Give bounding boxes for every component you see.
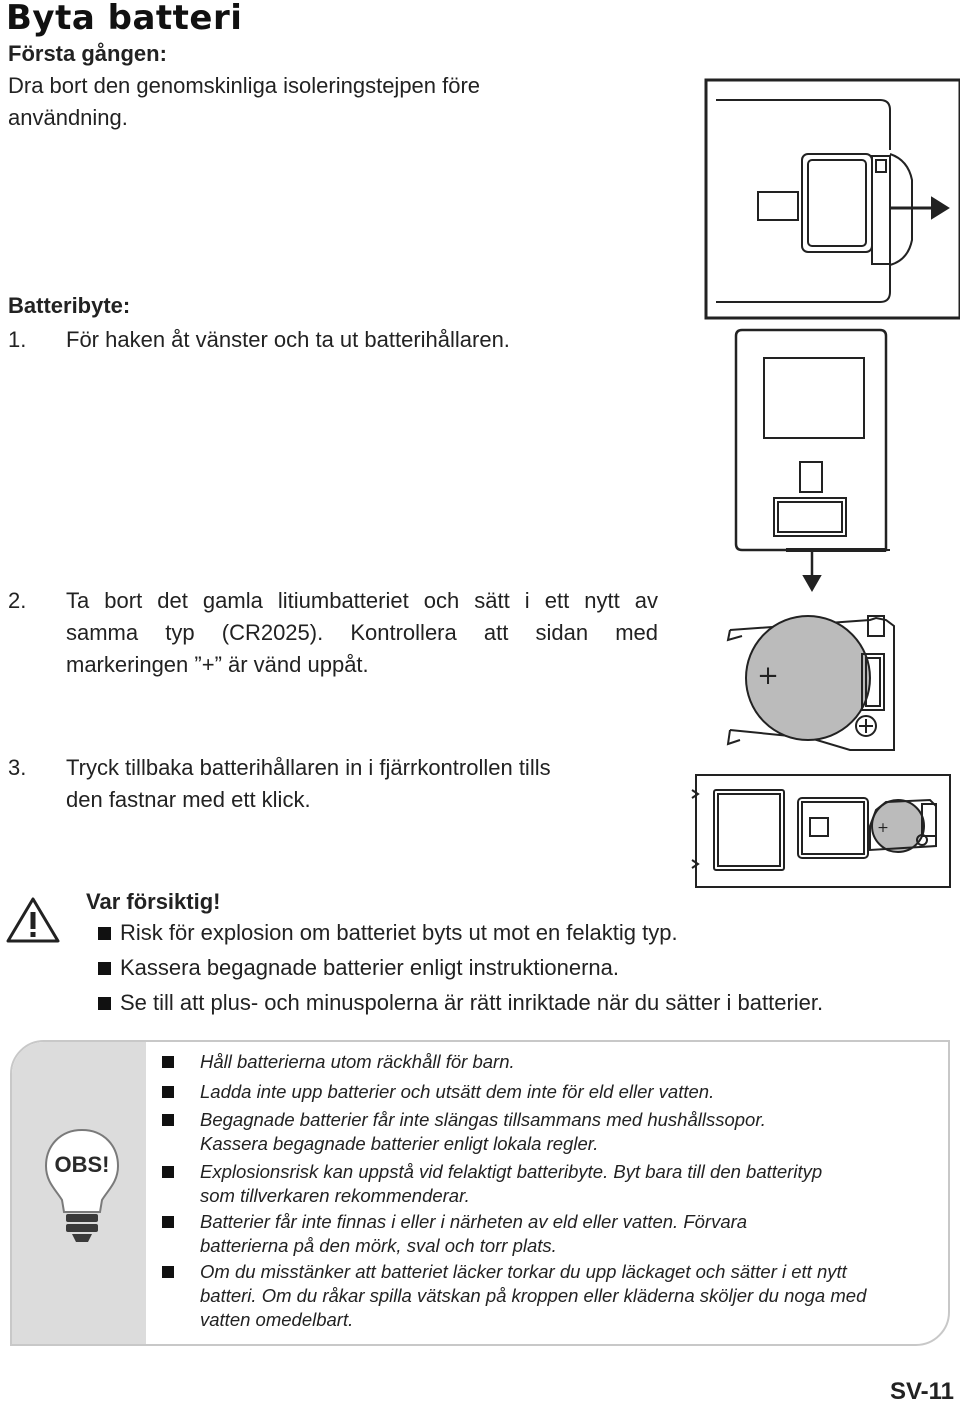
step-3-number: 3. bbox=[8, 755, 27, 780]
battery-holder-removed-illustration bbox=[736, 330, 890, 590]
obs-item-line: batterierna på den mörk, sval och torr plats. bbox=[200, 1235, 557, 1256]
battery-in-holder-illustration bbox=[728, 616, 894, 750]
obs-item-line: Begagnade batterier får inte slängas tillsammans med hushållssopor. bbox=[200, 1109, 766, 1130]
caution-item-text: Kassera begagnade batterier enligt instruktionerna. bbox=[120, 955, 619, 980]
bullet-square-icon bbox=[98, 962, 111, 975]
caution-item-text: Risk för explosion om batteriet byts ut mot en felaktig typ. bbox=[120, 920, 678, 945]
bullet-square-icon bbox=[98, 997, 111, 1010]
bullet-square-icon bbox=[162, 1166, 174, 1178]
bullet-square-icon bbox=[98, 927, 111, 940]
step-2-line-2: samma typ (CR2025). Kontrollera att sidan med bbox=[66, 620, 658, 645]
caution-item-text: Se till att plus- och minuspolerna är rätt inriktade när du sätter i batterier. bbox=[120, 990, 824, 1015]
battery-change-heading: Batteribyte: bbox=[8, 293, 131, 318]
first-time-line-1: Dra bort den genomskinliga isoleringstejpen före bbox=[8, 73, 481, 98]
bullet-square-icon bbox=[162, 1056, 174, 1068]
obs-item-line: Ladda inte upp batterier och utsätt dem inte för eld eller vatten. bbox=[200, 1081, 715, 1102]
obs-item-line: Batterier får inte finnas i eller i närheten av eld eller vatten. Förvara bbox=[200, 1211, 748, 1232]
obs-item-line: vatten omedelbart. bbox=[200, 1309, 354, 1330]
bullet-square-icon bbox=[162, 1266, 174, 1278]
obs-item-line: Explosionsrisk kan uppstå vid felaktigt batteribyte. Byt bara till den batterityp bbox=[200, 1161, 823, 1182]
lightbulb-icon bbox=[42, 1126, 122, 1246]
caution-heading: Var försiktig! bbox=[86, 889, 221, 914]
first-time-line-2: användning. bbox=[8, 105, 128, 130]
page-title: Byta batteri bbox=[6, 0, 243, 38]
battery-illustrations bbox=[690, 70, 960, 890]
obs-item-line: Håll batterierna utom räckhåll för barn. bbox=[200, 1051, 515, 1072]
step-2-number: 2. bbox=[8, 588, 27, 613]
step-2-line-3: markeringen ”+” är vänd uppåt. bbox=[66, 652, 369, 677]
battery-holder-insert-illustration bbox=[692, 775, 950, 887]
bullet-square-icon bbox=[162, 1086, 174, 1098]
step-3-line-1: Tryck tillbaka batterihållaren in i fjärrkontrollen tills bbox=[66, 755, 551, 780]
plus-marking-large: + bbox=[757, 661, 779, 691]
plus-marking-small: + bbox=[877, 820, 889, 836]
obs-note-box bbox=[10, 1040, 950, 1346]
obs-item-line: Kassera begagnade batterier enligt lokala regler. bbox=[200, 1133, 599, 1154]
remote-holder-release-illustration bbox=[706, 80, 960, 318]
obs-sidebar bbox=[12, 1042, 146, 1344]
obs-item-line: Om du misstänker att batteriet läcker torkar du upp läckaget och sätter i ett nytt bbox=[200, 1261, 847, 1282]
step-1-number: 1. bbox=[8, 327, 27, 352]
step-3-line-2: den fastnar med ett klick. bbox=[66, 787, 311, 812]
obs-item-line: som tillverkaren rekommenderar. bbox=[200, 1185, 470, 1206]
obs-item-line: batteri. Om du råkar spilla vätskan på kroppen eller kläderna sköljer du noga med bbox=[200, 1285, 867, 1306]
step-1-text: För haken åt vänster och ta ut batterihållaren. bbox=[66, 327, 510, 352]
first-time-heading: Första gången: bbox=[8, 41, 167, 66]
bullet-square-icon bbox=[162, 1114, 174, 1126]
bullet-square-icon bbox=[162, 1216, 174, 1228]
obs-label: OBS! bbox=[54, 1152, 110, 1177]
step-2-line-1: Ta bort det gamla litiumbatteriet och sätt i ett nytt av bbox=[66, 588, 658, 613]
warning-icon bbox=[6, 896, 60, 944]
page-number: SV-11 bbox=[889, 1378, 954, 1405]
